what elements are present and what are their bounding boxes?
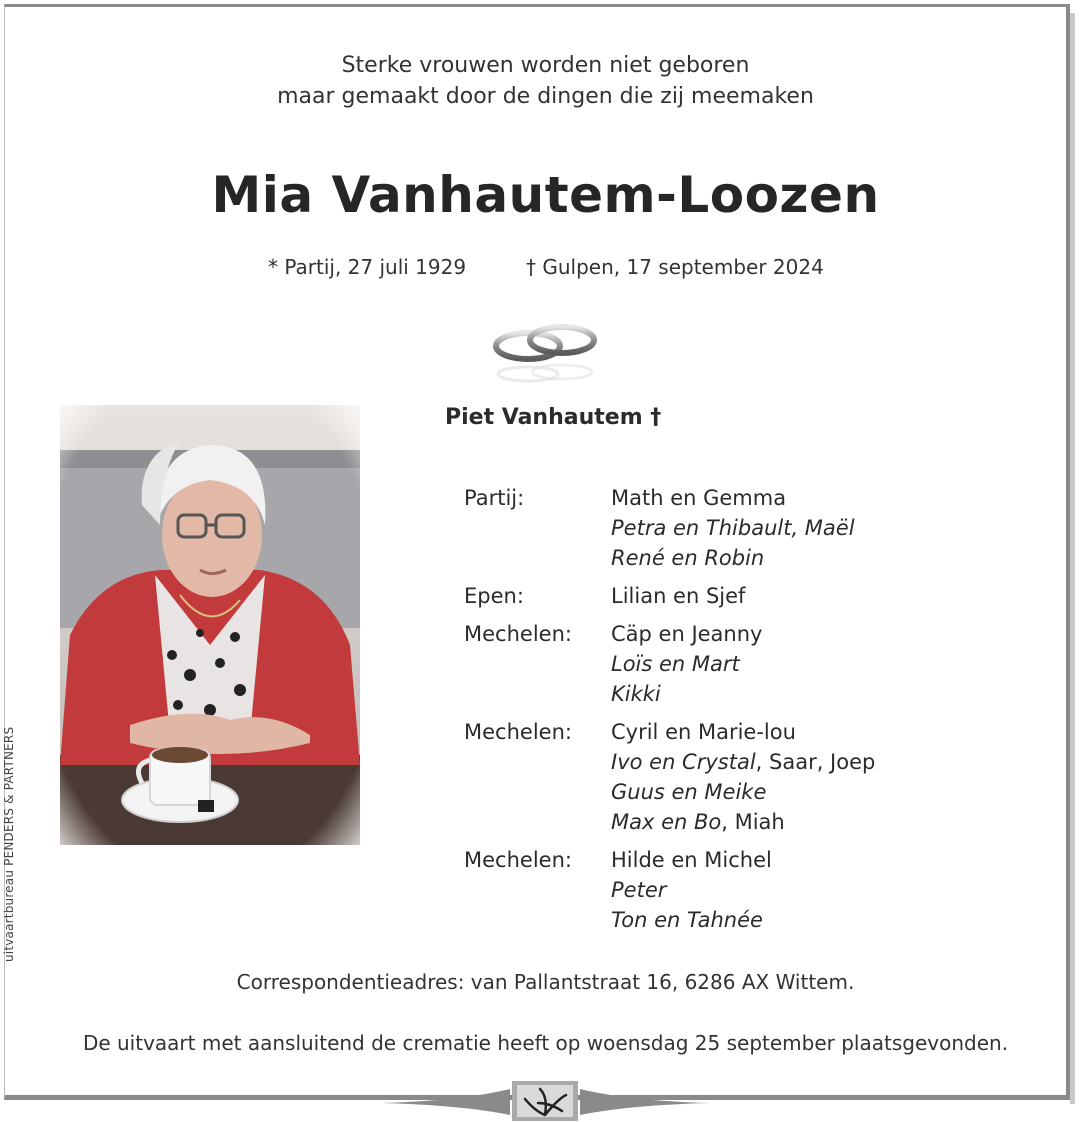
spouse-name: Piet Vanhautem † — [445, 405, 662, 430]
death-date: † Gulpen, 17 september 2024 — [526, 255, 824, 279]
wedding-rings-icon — [492, 316, 602, 388]
family-place: Mechelen: — [464, 622, 572, 646]
family-place: Partij: — [464, 486, 525, 510]
family-line: Math en Gemma — [611, 486, 787, 510]
family-line-suffix: , Miah — [721, 810, 785, 834]
family-group — [464, 483, 875, 573]
family-place: Mechelen: — [464, 720, 572, 744]
family-place: Mechelen: — [464, 848, 572, 872]
family-line: Hilde en Michel — [611, 848, 772, 872]
family-line: Kikki — [611, 682, 661, 706]
correspondence-address: Correspondentieadres: van Pallantstraat 16, 6286 AX Wittem. — [236, 970, 855, 994]
motto — [0, 50, 1091, 112]
undertaker-credit: uitvaartbureau PENDERS & PARTNERS — [2, 726, 16, 962]
family-group — [464, 845, 875, 935]
birth-date: * Partij, 27 juli 1929 — [268, 255, 467, 279]
family-line-italic: Max en Bo — [611, 810, 722, 834]
family-line: Cäp en Jeanny — [611, 622, 763, 646]
motto-line-1: Sterke vrouwen worden niet geboren — [341, 53, 750, 78]
family-line: Cyril en Marie-lou — [611, 720, 796, 744]
footer-ornament-icon — [380, 1081, 710, 1121]
funeral-notice: De uitvaart met aansluitend de crematie heeft op woensdag 25 september plaatsgevonden. — [82, 1031, 1009, 1055]
family-line — [611, 807, 875, 837]
family-line: Peter — [611, 878, 667, 902]
family-line: Petra en Thibault, Maël — [611, 516, 855, 540]
family-line: René en Robin — [611, 546, 765, 570]
family-place: Epen: — [464, 584, 524, 608]
family-line: Ton en Tahnée — [611, 908, 763, 932]
motto-line-2: maar gemaakt door de dingen die zij meemaken — [277, 84, 814, 109]
family-line-italic: Ivo en Crystal — [611, 750, 756, 774]
family-group — [464, 619, 875, 709]
family-line: Loïs en Mart — [611, 652, 740, 676]
family-line-suffix: , Saar, Joep — [755, 750, 876, 774]
family-line — [611, 747, 875, 777]
family-line: Guus en Meike — [611, 780, 767, 804]
portrait-photo — [60, 405, 360, 845]
family-group — [464, 717, 875, 837]
family-list — [464, 483, 875, 943]
family-group — [464, 581, 875, 611]
deceased-name: Mia Vanhautem-Loozen — [211, 166, 880, 224]
family-line: Lilian en Sjef — [611, 584, 746, 608]
